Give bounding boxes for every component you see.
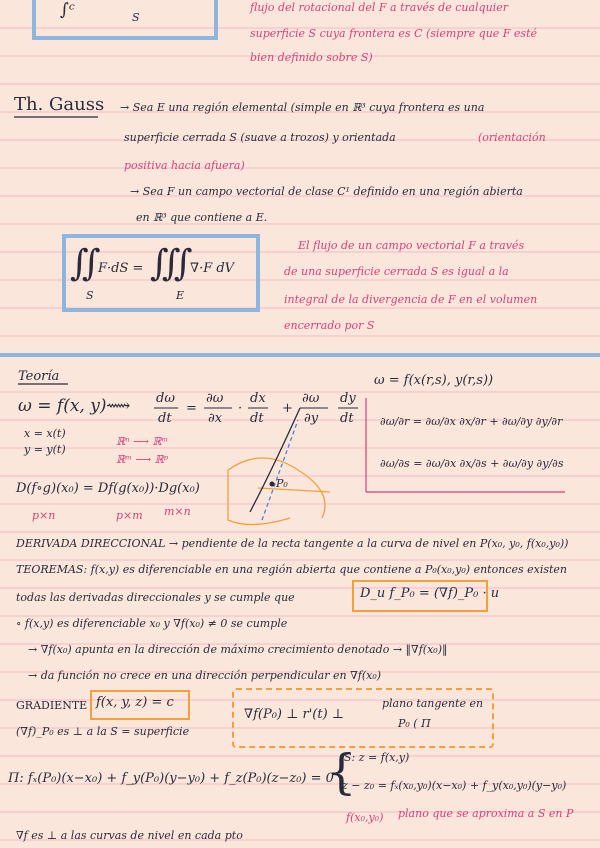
gauss-line5: en ℝ³ que contiene a E. (136, 211, 268, 224)
z-eq: z − z₀ = fₓ(x₀,y₀)(x−x₀) + f_y(x₀,y₀)(y−y₀) (342, 779, 567, 792)
gauss-sub-s: S (86, 289, 94, 302)
chain-dy: ∂y (304, 411, 319, 426)
chain-dwdx: ∂ω (206, 391, 224, 406)
deriv-line6: → da función no crece en una dirección perpendicular en ∇f(x₀) (28, 669, 382, 682)
teoria-pxn: p×n (32, 509, 56, 522)
teoria-dwdr: ∂ω/∂r = ∂ω/∂x ∂x/∂r + ∂ω/∂y ∂y/∂r (380, 415, 563, 428)
teoria-title: Teoría (18, 369, 60, 384)
teoria-dfog: D(f∘g)(x₀) = Df(g(x₀))·Dg(x₀) (16, 481, 200, 496)
chain-dxdt-d: dt (250, 411, 264, 426)
chain-eq: = (186, 401, 197, 416)
teoria-xt: x = x(t) (24, 427, 66, 440)
deriv-line3: todas las derivadas direccionales y se cumple que (16, 591, 295, 604)
grad-perp: (∇f)_P₀ es ⊥ a la S = superficie (16, 725, 190, 738)
gauss-line4: → Sea F un campo vectorial de clase C¹ definido en una región abierta (130, 185, 523, 198)
aprox-label: plano que se aproxima a S en P (398, 807, 574, 820)
gauss-line1: → Sea E una región elemental (simple en ℝ³ cuya frontera es una (120, 101, 485, 114)
last-line: ∇f es ⊥ a las curvas de nivel en cada pto (16, 829, 243, 842)
chain-dwdy: ∂ω (302, 391, 320, 406)
top-surface-sub: S (132, 11, 140, 24)
chain-dt: dt (158, 411, 172, 426)
chain-plus: + (282, 401, 293, 416)
chain-dx: ∂x (208, 411, 223, 426)
chain-dw: dω (156, 391, 175, 406)
gauss-lhs-integral: ∬ (70, 243, 101, 284)
deriv-line5: → ∇f(x₀) apunta en la dirección de máximo crecimiento denotado → ‖∇f(x₀)‖ (28, 643, 448, 656)
teoria-arrow: ⟿ (106, 396, 131, 416)
gauss-sub-e: E (176, 289, 185, 302)
grad-fxyz: f(x, y, z) = c (96, 695, 174, 710)
teoria-pxm: p×m (116, 509, 143, 522)
gauss-title: Th. Gauss (14, 94, 105, 115)
teoria-wrs: ω = f(x(r,s), y(r,s)) (374, 373, 494, 388)
deriv-boxed: D_u f_P₀ = (∇f)_P₀ · u (360, 586, 500, 601)
top-flux-line2: superficie S cuya frontera es C (siempre que F esté (250, 27, 537, 40)
fx0y0-label: f(x₀,y₀) (346, 811, 384, 824)
chain-dxdt-n: dx (250, 391, 266, 406)
teoria-w-eq: ω = f(x, y) (18, 396, 107, 416)
deriv-line4: ∘ f(x,y) es diferenciable x₀ y ∇f(x₀) ≠ 0 se cumple (16, 617, 288, 630)
deriv-line2: TEOREMAS: f(x,y) es diferenciable en una región abierta que contiene a P₀(x₀,y₀) entonces existen (16, 563, 568, 576)
gauss-desc1: El flujo de un campo vectorial F a través (298, 239, 525, 252)
grad-plano1: plano tangente en (382, 697, 484, 710)
sketch-p0: P₀ (276, 477, 288, 490)
grad-plano2: P₀ ( Π (398, 717, 431, 730)
teoria-rn1: ℝⁿ ⟶ ℝᵐ (116, 435, 169, 448)
gauss-desc3: integral de la divergencia de F en el volumen (284, 293, 538, 306)
chain-dydt-d: dt (340, 411, 354, 426)
gauss-rhs-integral: ∭ (150, 243, 193, 284)
gauss-desc4: encerrado por S (284, 319, 375, 332)
top-flux-line1: flujo del rotacional del F a través de cualquier (250, 1, 508, 14)
grad-perp2: ∇f(P₀) ⊥ r'(t) ⊥ (244, 707, 344, 722)
gauss-rhs: ∇·F dV (190, 261, 235, 276)
top-flux-line3: bien definido sobre S) (250, 51, 373, 64)
chain-dot: · (238, 401, 243, 416)
gauss-line3: positiva hacia afuera) (124, 159, 245, 172)
grad-label: GRADIENTE (16, 699, 88, 712)
gauss-lhs: F·dS = (98, 261, 144, 276)
teoria-yt: y = y(t) (24, 443, 66, 456)
gauss-line2b: (orientación (478, 131, 546, 144)
chain-dydt-n: dy (340, 391, 356, 406)
gauss-line2a: superficie cerrada S (suave a trozos) y orientada (124, 131, 396, 144)
s-def: S: z = f(x,y) (344, 751, 410, 764)
pi-brace: { (326, 744, 357, 800)
teoria-rn2: ℝᵐ ⟶ ℝᵖ (116, 453, 169, 466)
top-integral: ∫ᶜ (60, 0, 75, 20)
teoria-dwds: ∂ω/∂s = ∂ω/∂x ∂x/∂s + ∂ω/∂y ∂y/∂s (380, 457, 564, 470)
gauss-desc2: de una superficie cerrada S es igual a la (284, 265, 509, 278)
pi-eq: Π: fₓ(P₀)(x−x₀) + f_y(P₀)(y−y₀) + f_z(P₀)(z−z₀) = 0 (8, 771, 334, 786)
teoria-mxn: m×n (164, 505, 191, 518)
deriv-line1: DERIVADA DIRECCIONAL → pendiente de la recta tangente a la curva de nivel en P(x₀, y₀, f(x₀,y₀)) (16, 537, 569, 550)
